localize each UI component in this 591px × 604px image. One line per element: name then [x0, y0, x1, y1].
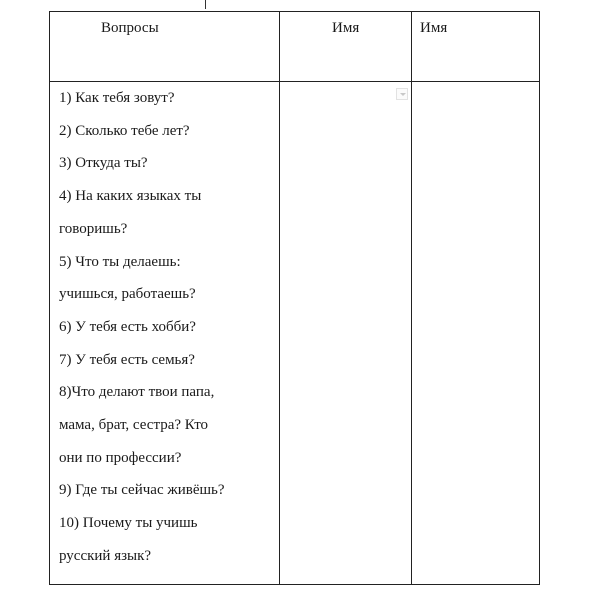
question-line: 7) У тебя есть семья?: [59, 351, 195, 368]
question-line: 5) Что ты делаешь:: [59, 253, 181, 270]
header-name-column-1: Имя: [332, 20, 360, 36]
question-line: 1) Как тебя зовут?: [59, 90, 175, 106]
questions-list: [59, 82, 277, 573]
question-line: 6) У тебя есть хобби?: [59, 318, 196, 335]
question-line: учишься, работаешь?: [59, 286, 196, 303]
header-questions: Вопросы: [101, 20, 159, 36]
text-cursor-mark: [205, 0, 206, 9]
question-line: мама, брат, сестра? Кто: [59, 417, 209, 434]
question-line: русский язык?: [59, 547, 152, 564]
column-divider: [279, 12, 280, 584]
question-line: 4) На каких языках ты: [59, 188, 202, 205]
question-line: 8)Что делают твои папа,: [59, 384, 215, 401]
cell-dropdown-icon[interactable]: [396, 88, 408, 100]
header-name-column-2: Имя: [420, 20, 448, 36]
column-divider: [411, 12, 412, 584]
question-line: говоришь?: [59, 220, 128, 237]
question-line: 10) Почему ты учишь: [59, 515, 198, 532]
question-line: 2) Сколько тебе лет?: [59, 122, 190, 139]
question-line: 9) Где ты сейчас живёшь?: [59, 482, 225, 499]
question-line: 3) Откуда ты?: [59, 155, 148, 172]
question-line: они по профессии?: [59, 449, 182, 466]
questionnaire-table: [49, 11, 540, 585]
